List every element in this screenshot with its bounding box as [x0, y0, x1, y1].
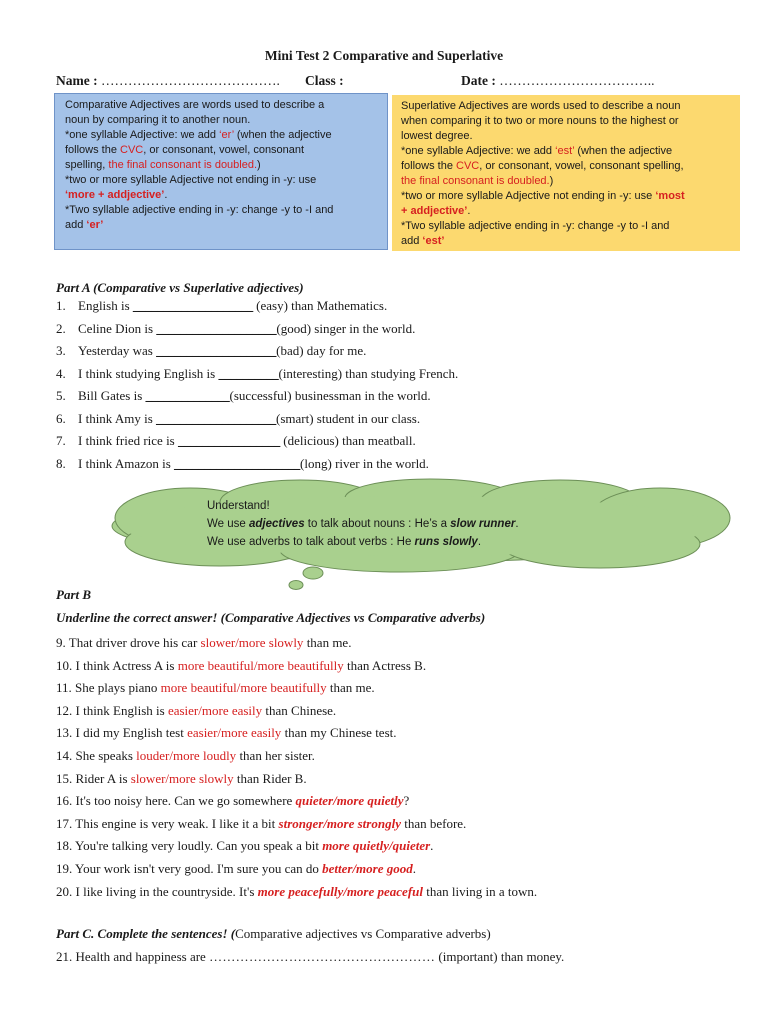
question-row: 5. Bill Gates is ______________(successful) businessman in the world. — [56, 388, 431, 403]
sup-line: when comparing it to two or more nouns to the highest or — [401, 115, 679, 127]
name-field[interactable] — [56, 73, 280, 89]
sup-line: *one syllable Adjective: we add ‘est’ (when the adjective — [401, 145, 673, 157]
sup-line: Superlative Adjectives are words used to describe a noun — [401, 100, 681, 112]
part-b-instruction: Underline the correct answer! (Comparative Adjectives vs Comparative adverbs) — [56, 610, 486, 625]
question-row: 4. I think studying English is __________(interesting) than studying French. — [56, 365, 459, 381]
question-row: 7. I think fried rice is _________________ (delicious) than meatball. — [56, 433, 416, 448]
comp-line: spelling, the final consonant is doubled.) — [65, 159, 261, 171]
class-label[interactable]: Class : — [305, 73, 344, 88]
question-21: 21. Health and happiness are …………………………………………… (important) than money. — [56, 949, 565, 964]
question-row: 8. I think Amazon is _____________________(long) river in the world. — [56, 455, 429, 471]
answer-choice[interactable]: stronger/more strongly — [278, 815, 401, 831]
question-row: 6. I think Amy is ____________________(smart) student in our class. — [56, 410, 421, 426]
answer-choice[interactable]: louder/more loudly — [136, 748, 237, 763]
answer-choice[interactable]: slower/more slowly — [200, 635, 304, 650]
question-row: 15. Rider A is slower/more slowly than Rider B. — [56, 770, 307, 786]
question-row: 9. That driver drove his car slower/more slowly than me. — [56, 635, 352, 650]
question-row: 18. You're talking very loudly. Can you speak a bit more quietly/quieter. — [56, 838, 434, 854]
answer-blank[interactable]: ____________________ — [156, 320, 277, 336]
answer-choice[interactable]: easier/more easily — [187, 725, 282, 741]
comp-line: follows the CVC, or consonant, vowel, consonant — [65, 144, 305, 156]
answer-blank[interactable]: _________________ — [178, 433, 280, 448]
answer-choice[interactable]: easier/more easily — [167, 702, 263, 718]
answer-blank[interactable]: ______________ — [145, 388, 230, 403]
part-b-heading: Part B — [56, 587, 92, 602]
superlative-rules-box — [392, 95, 740, 251]
answer-choice[interactable]: more beautiful/more beautifully — [160, 680, 327, 696]
answer-choice[interactable]: more peacefully/more peaceful — [257, 883, 423, 899]
answer-blank[interactable]: ____________________ — [132, 298, 253, 313]
answer-choice[interactable]: slower/more slowly — [130, 770, 234, 786]
name-dots: …………………………………. — [100, 73, 280, 88]
sup-line: follows the CVC, or consonant, vowel, consonant spelling, — [401, 160, 684, 172]
comp-line: ‘more + addjective’. — [65, 189, 168, 201]
question-row: 17. This engine is very weak. I like it a bit stronger/more strongly than before. — [56, 815, 467, 831]
comparative-rules-box — [54, 93, 388, 250]
answer-blank[interactable]: ____________________ — [156, 410, 277, 426]
question-row: 13. I did my English test easier/more easily than my Chinese test. — [56, 725, 397, 741]
date-dots: …………………………….. — [499, 73, 655, 88]
date-label: Date : — [461, 73, 496, 88]
part-a-heading: Part A (Comparative vs Superlative adjectives) — [56, 280, 304, 295]
answer-blank[interactable]: …………………………………………… — [209, 949, 436, 964]
comp-line: add ‘er’ — [65, 219, 104, 231]
comp-line: *two or more syllable Adjective not ending in -y: use — [65, 174, 317, 186]
answer-choice[interactable]: quieter/more quietly — [295, 793, 404, 809]
comp-line: Comparative Adjectives are words used to describe a — [65, 99, 325, 111]
answer-blank[interactable]: ____________________ — [156, 343, 277, 358]
answer-choice[interactable]: more quietly/quieter — [322, 838, 431, 854]
cloud-line: We use adverbs to talk about verbs : He runs slowly. — [207, 536, 482, 548]
question-row: 14. She speaks louder/more loudly than her sister. — [56, 748, 315, 763]
cloud-note — [207, 497, 519, 551]
question-row: 2. Celine Dion is ____________________(good) singer in the world. — [56, 320, 416, 336]
answer-blank[interactable]: _____________________ — [174, 455, 301, 471]
comp-line: *Two syllable adjective ending in -y: change -y to -I and — [65, 204, 334, 216]
sup-line: lowest degree. — [401, 130, 473, 142]
comp-line: *one syllable Adjective: we add ‘er’ (when the adjective — [65, 129, 332, 141]
sup-line: *Two syllable adjective ending in -y: change -y to -I and — [401, 220, 670, 232]
answer-blank[interactable]: __________ — [218, 365, 279, 381]
answer-choice[interactable]: more beautiful/more beautifully — [177, 657, 344, 673]
question-row: 16. It's too noisy here. Can we go somewhere quieter/more quietly? — [56, 793, 410, 809]
page-title: Mini Test 2 Comparative and Superlative — [264, 48, 504, 63]
sup-line: add ‘est’ — [401, 235, 445, 247]
answer-choice[interactable]: better/more good — [322, 861, 413, 876]
question-row: 12. I think English is easier/more easily than Chinese. — [56, 702, 337, 718]
question-row: 1. English is ____________________ (easy) than Mathematics. — [56, 298, 388, 313]
question-row: 20. I like living in the countryside. It's more peacefully/more peaceful than living in a town. — [56, 883, 538, 899]
cloud-line: Understand! — [207, 500, 270, 512]
name-label: Name : — [56, 73, 98, 88]
question-row: 19. Your work isn't very good. I'm sure you can do better/more good. — [56, 861, 417, 876]
question-row: 11. She plays piano more beautiful/more beautifully than me. — [56, 680, 375, 696]
sup-line: *two or more syllable Adjective not ending in -y: use ‘most — [401, 190, 685, 202]
sup-line: + addjective’. — [401, 205, 471, 217]
cloud-line: We use adjectives to talk about nouns : He’s a slow runner. — [207, 518, 519, 530]
question-row: 10. I think Actress A is more beautiful/more beautifully than Actress B. — [56, 657, 427, 673]
part-c-heading: Part C. Complete the sentences! (Comparative adjectives vs Comparative adverbs) — [56, 926, 491, 941]
date-field[interactable] — [461, 73, 654, 89]
comp-line: noun by comparing it to another noun. — [65, 114, 251, 126]
sup-line: the final consonant is doubled.) — [401, 175, 554, 187]
question-row: 3. Yesterday was ____________________(bad) day for me. — [56, 343, 367, 358]
